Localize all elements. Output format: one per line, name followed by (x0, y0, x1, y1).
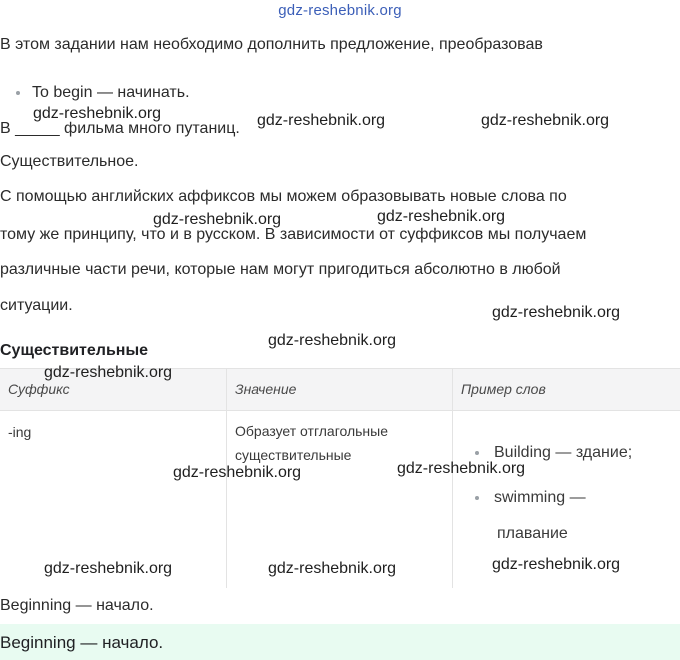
explanation-line-1: С помощью английских аффиксов мы можем образовывать новые слова по (0, 188, 567, 205)
example-text: Building — здание; (494, 444, 633, 461)
watermark: gdz-reshebnik.org (481, 112, 610, 129)
list-item (475, 489, 586, 507)
suffix-table (0, 368, 680, 588)
sentence-text: В _____ фильма много путаниц. (0, 120, 240, 137)
bullet-icon (475, 451, 479, 455)
example-continuation-text: плавание (497, 525, 568, 542)
site-header-watermark: gdz-reshebnik.org (278, 2, 402, 19)
bullet-item-text: To begin — начинать. (32, 84, 190, 101)
cell-meaning-line-2: существительные (235, 447, 352, 463)
table-header-examples: Пример слов (461, 381, 546, 397)
watermark: gdz-reshebnik.org (257, 112, 386, 129)
watermark: gdz-reshebnik.org (153, 211, 282, 228)
explanation-line-4: ситуации. (0, 297, 73, 314)
watermark: gdz-reshebnik.org (173, 464, 302, 481)
watermark: gdz-reshebnik.org (33, 105, 162, 122)
intro-text: В этом задании нам необходимо дополнить предложение, преобразовав (0, 36, 543, 53)
answer-highlighted-text: Beginning — начало. (0, 633, 164, 652)
watermark: gdz-reshebnik.org (492, 304, 621, 321)
explanation-line-3: различные части речи, которые нам могут пригодиться абсолютно в любой (0, 261, 561, 278)
explanation-line-2: тому же принципу, что и в русском. В зависимости от суффиксов мы получаем (0, 226, 587, 243)
bullet-icon (16, 91, 20, 95)
table-header-meaning: Значение (235, 381, 297, 397)
watermark: gdz-reshebnik.org (268, 560, 397, 577)
part-of-speech: Существительное. (0, 153, 139, 170)
answer-highlight-box (0, 624, 680, 660)
bullet-icon (475, 496, 479, 500)
table-header-suffix: Суффикс (8, 381, 70, 397)
example-text: swimming — (494, 489, 586, 506)
watermark: gdz-reshebnik.org (268, 332, 397, 349)
table-divider (452, 368, 453, 588)
watermark: gdz-reshebnik.org (397, 460, 526, 477)
cell-suffix: -ing (8, 424, 32, 440)
cell-meaning-line-1: Образует отглагольные (235, 423, 389, 439)
watermark: gdz-reshebnik.org (44, 364, 173, 381)
answer-text: Beginning — начало. (0, 597, 154, 614)
watermark: gdz-reshebnik.org (44, 560, 173, 577)
section-heading: Существительные (0, 342, 149, 359)
watermark: gdz-reshebnik.org (377, 208, 506, 225)
watermark: gdz-reshebnik.org (492, 556, 621, 573)
bullet-list-item (16, 84, 190, 102)
